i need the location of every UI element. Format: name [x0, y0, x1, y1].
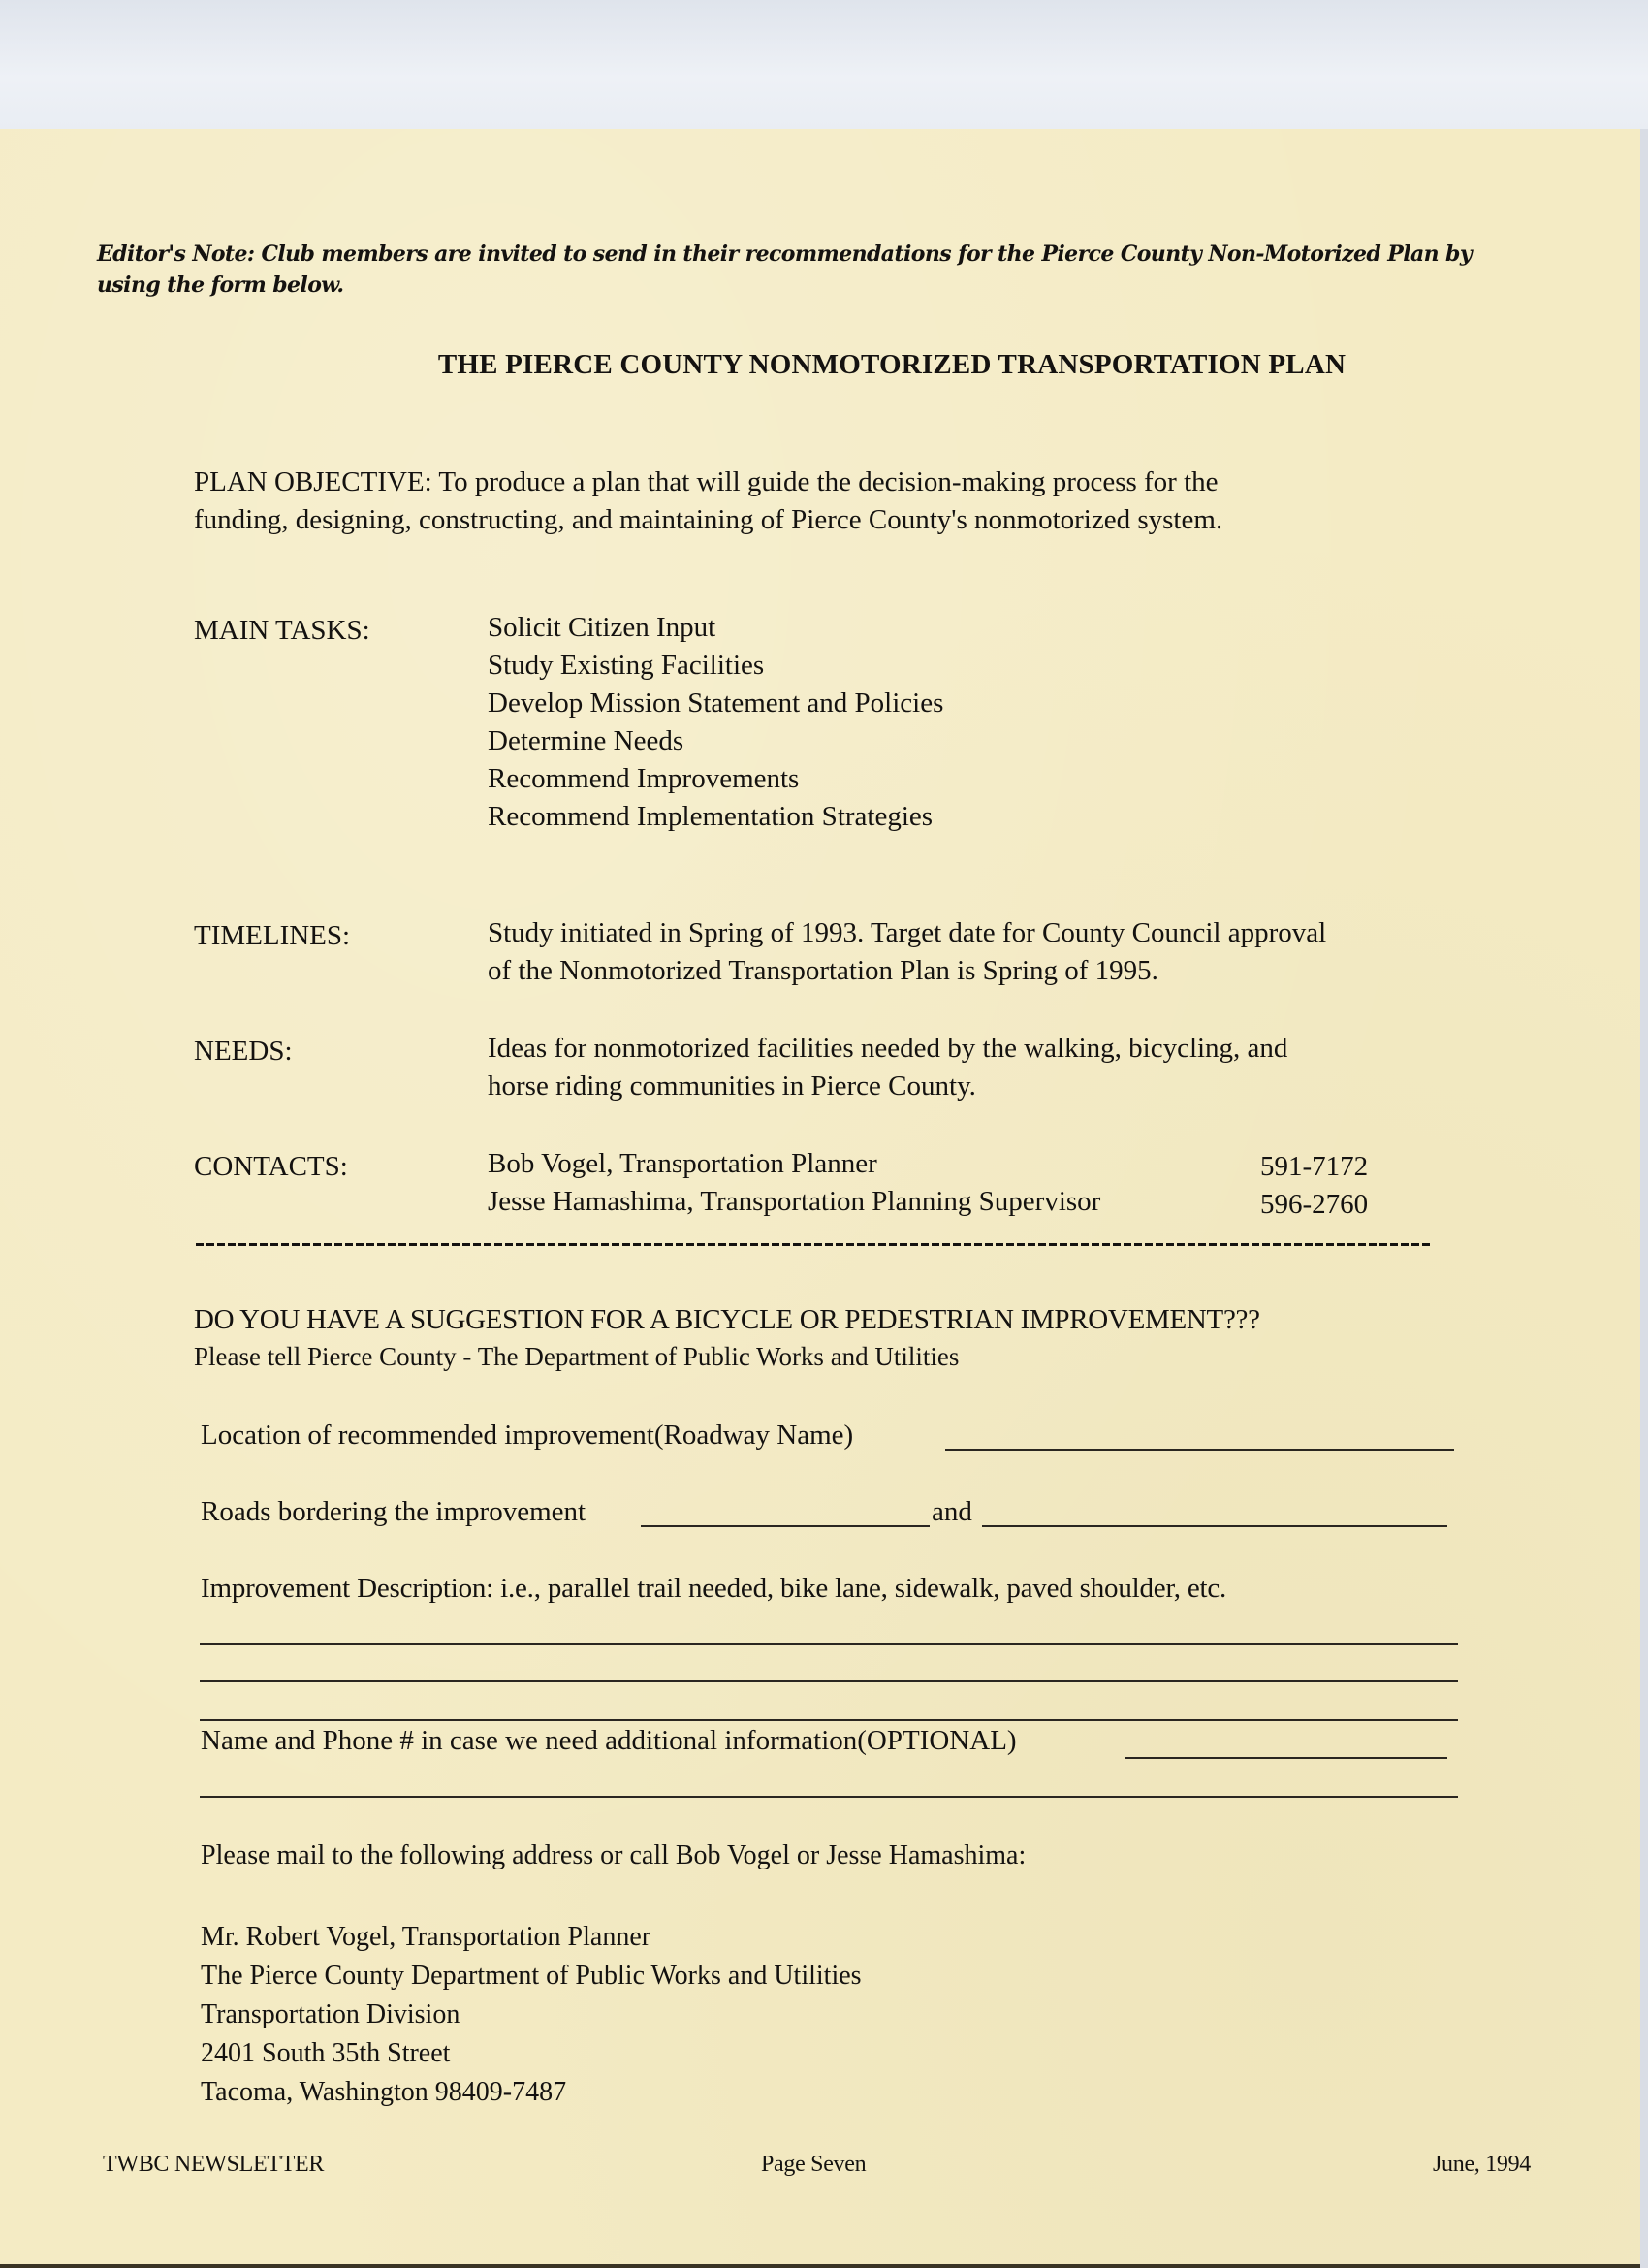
main-tasks-list-container: [488, 609, 943, 836]
scanner-background: [0, 0, 1648, 129]
roads-and-label: and: [932, 1496, 972, 1527]
task-item: Solicit Citizen Input: [488, 612, 716, 643]
address-line: Tacoma, Washington 98409-7487: [201, 2077, 567, 2107]
description-label: Improvement Description: i.e., parallel trail needed, bike lane, sidewalk, paved shoulder, etc.: [201, 1573, 1227, 1604]
plan-objective-line: PLAN OBJECTIVE: To produce a plan that will guide the decision-making process for the: [194, 466, 1219, 497]
footer-page-number: Page Seven: [761, 2152, 867, 2177]
plan-objective-line: funding, designing, constructing, and maintaining of Pierce County's nonmotorized system.: [194, 504, 1223, 535]
address-line: Mr. Robert Vogel, Transportation Planner: [201, 1922, 651, 1952]
page-title: THE PIERCE COUNTY NONMOTORIZED TRANSPORTATION PLAN: [437, 349, 1347, 380]
contact-name: Jesse Hamashima, Transportation Planning Supervisor: [488, 1186, 1101, 1217]
task-item: Recommend Improvements: [488, 763, 800, 794]
roads-label: Roads bordering the improvement: [201, 1496, 586, 1527]
address-line: The Pierce County Department of Public Works and Utilities: [201, 1961, 862, 1991]
plan-objective: [194, 463, 1454, 539]
mailing-address: [201, 1918, 862, 2112]
name-phone-input-line[interactable]: [1125, 1757, 1447, 1759]
form-subheading: Please tell Pierce County - The Department of Public Works and Utilities: [194, 1342, 960, 1371]
location-label: Location of recommended improvement(Roadway Name): [201, 1420, 854, 1451]
timelines-text: [488, 914, 1326, 990]
task-item: Recommend Implementation Strategies: [488, 801, 934, 832]
road-2-input-line[interactable]: [982, 1525, 1447, 1527]
needs-text: [488, 1030, 1287, 1105]
scanner-edge: [1640, 129, 1648, 2268]
footer-date: June, 1994: [1433, 2152, 1531, 2177]
contacts-names: [488, 1145, 1100, 1221]
description-input-line[interactable]: [200, 1643, 1458, 1645]
mail-intro: Please mail to the following address or call Bob Vogel or Jesse Hamashima:: [201, 1840, 1027, 1870]
task-item: Develop Mission Statement and Policies: [488, 687, 944, 719]
timelines-line: Study initiated in Spring of 1993. Target date for County Council approval: [488, 917, 1327, 948]
name-phone-label: Name and Phone # in case we need additional information(OPTIONAL): [201, 1725, 1017, 1756]
contacts-label: CONTACTS:: [194, 1151, 348, 1182]
task-item: Study Existing Facilities: [488, 650, 765, 681]
form-heading: DO YOU HAVE A SUGGESTION FOR A BICYCLE OR PEDESTRIAN IMPROVEMENT???: [194, 1304, 1260, 1335]
timelines-line: of the Nonmotorized Transportation Plan is Spring of 1995.: [488, 955, 1158, 986]
task-item: Determine Needs: [488, 725, 684, 756]
contact-name: Bob Vogel, Transportation Planner: [488, 1148, 877, 1179]
needs-line: Ideas for nonmotorized facilities needed by the walking, bicycling, and: [488, 1033, 1288, 1064]
main-tasks-label: MAIN TASKS:: [194, 615, 370, 646]
address-line: Transportation Division: [201, 1999, 460, 2029]
dashed-separator: [196, 1243, 1433, 1246]
editor-note: Editor's Note: Club members are invited to send in their recommendations for the Pierce County Non-Motorized Plan by using the form below.: [97, 241, 1473, 298]
footer-newsletter-name: TWBC NEWSLETTER: [103, 2152, 325, 2177]
location-input-line[interactable]: [945, 1449, 1454, 1451]
needs-line: horse riding communities in Pierce County.: [488, 1070, 976, 1102]
description-input-line[interactable]: [200, 1719, 1458, 1721]
main-tasks-list: [488, 609, 943, 836]
contact-phone: 596-2760: [1260, 1189, 1369, 1220]
address-line: 2401 South 35th Street: [201, 2038, 451, 2068]
contact-phone: 591-7172: [1260, 1151, 1369, 1182]
name-phone-input-line[interactable]: [200, 1796, 1458, 1798]
needs-label: NEEDS:: [194, 1036, 293, 1067]
description-input-line[interactable]: [200, 1680, 1458, 1682]
road-1-input-line[interactable]: [641, 1525, 930, 1527]
timelines-label: TIMELINES:: [194, 920, 351, 951]
page-bottom-edge: [0, 2264, 1640, 2268]
